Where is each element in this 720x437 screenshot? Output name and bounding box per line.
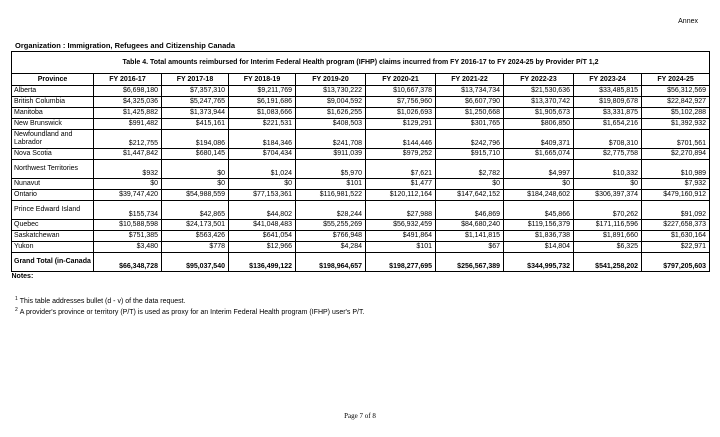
amount-cell: $22,842,927 [642, 97, 710, 108]
amount-cell: $751,385 [94, 231, 162, 242]
amount-cell: $0 [162, 160, 229, 179]
amount-cell: $979,252 [366, 149, 436, 160]
amount-cell: $991,482 [94, 119, 162, 130]
amount-cell: $4,997 [504, 160, 574, 179]
column-header: FY 2018-19 [229, 74, 296, 86]
amount-cell: $6,325 [574, 242, 642, 253]
amount-cell: $39,747,420 [94, 190, 162, 201]
table-row [12, 130, 710, 149]
amount-cell: $95,037,540 [162, 253, 229, 272]
table-row [12, 160, 710, 179]
province-cell: Quebec [12, 220, 94, 231]
table-row [12, 179, 710, 190]
table-row [12, 108, 710, 119]
table-row [12, 86, 710, 97]
province-cell: Manitoba [12, 108, 94, 119]
notes-heading: Notes: [12, 272, 710, 282]
amount-cell: $932 [94, 160, 162, 179]
amount-cell: $10,332 [574, 160, 642, 179]
amount-cell: $704,434 [229, 149, 296, 160]
amount-cell: $24,173,501 [162, 220, 229, 231]
amount-cell: $44,802 [229, 201, 296, 220]
amount-cell: $4,284 [296, 242, 366, 253]
column-header: Province [12, 74, 94, 86]
province-cell: Ontario [12, 190, 94, 201]
amount-cell: $14,804 [504, 242, 574, 253]
amount-cell: $1,905,673 [504, 108, 574, 119]
province-cell: Saskatchewan [12, 231, 94, 242]
amount-cell: $6,191,686 [229, 97, 296, 108]
column-header: FY 2023-24 [574, 74, 642, 86]
amount-cell: $171,116,596 [574, 220, 642, 231]
amount-cell: $28,244 [296, 201, 366, 220]
amount-cell: $344,995,732 [504, 253, 574, 272]
amount-cell: $766,948 [296, 231, 366, 242]
amount-cell: $120,112,164 [366, 190, 436, 201]
amount-cell: $101 [296, 179, 366, 190]
province-cell: Prince Edward Island [12, 201, 94, 220]
amount-cell: $0 [94, 179, 162, 190]
amount-cell: $10,588,598 [94, 220, 162, 231]
amount-cell: $911,039 [296, 149, 366, 160]
table-row [12, 220, 710, 231]
amount-cell: $66,348,728 [94, 253, 162, 272]
amount-cell: $27,988 [366, 201, 436, 220]
amount-cell: $10,989 [642, 160, 710, 179]
amount-cell: $101 [366, 242, 436, 253]
amount-cell: $13,734,734 [436, 86, 504, 97]
amount-cell: $1,026,693 [366, 108, 436, 119]
amount-cell: $144,446 [366, 130, 436, 149]
amount-cell: $301,765 [436, 119, 504, 130]
amount-cell: $129,291 [366, 119, 436, 130]
amount-cell: $56,312,569 [642, 86, 710, 97]
amount-cell: $7,756,960 [366, 97, 436, 108]
table-row [12, 119, 710, 130]
column-header: FY 2020-21 [366, 74, 436, 86]
table-row [12, 190, 710, 201]
province-cell: Alberta [12, 86, 94, 97]
amount-cell: $797,205,603 [642, 253, 710, 272]
amount-cell: $915,710 [436, 149, 504, 160]
organization-title: Organization : Immigration, Refugees and Citizenship Canada [15, 41, 236, 50]
amount-cell: $408,503 [296, 119, 366, 130]
amount-cell: $806,850 [504, 119, 574, 130]
amount-cell: $212,755 [94, 130, 162, 149]
amount-cell: $1,626,255 [296, 108, 366, 119]
amount-cell: $221,531 [229, 119, 296, 130]
amount-cell: $184,248,602 [504, 190, 574, 201]
amount-cell: $5,247,765 [162, 97, 229, 108]
amount-cell: $91,092 [642, 201, 710, 220]
amount-cell: $12,966 [229, 242, 296, 253]
province-cell: Nunavut [12, 179, 94, 190]
amount-cell: $84,680,240 [436, 220, 504, 231]
amount-cell: $1,392,932 [642, 119, 710, 130]
table-row [12, 231, 710, 242]
amount-cell: $242,796 [436, 130, 504, 149]
amount-cell: $3,331,875 [574, 108, 642, 119]
amount-cell: $0 [574, 179, 642, 190]
amount-cell: $67 [436, 242, 504, 253]
province-cell: British Columbia [12, 97, 94, 108]
amount-cell: $2,782 [436, 160, 504, 179]
amount-cell: $194,086 [162, 130, 229, 149]
amount-cell: $256,567,389 [436, 253, 504, 272]
amount-cell: $1,654,216 [574, 119, 642, 130]
amount-cell: $701,561 [642, 130, 710, 149]
amount-cell: $55,255,269 [296, 220, 366, 231]
amount-cell: $6,698,180 [94, 86, 162, 97]
amount-cell: $41,048,483 [229, 220, 296, 231]
amount-cell: $56,932,459 [366, 220, 436, 231]
table-header-row [12, 74, 710, 86]
amount-cell: $184,346 [229, 130, 296, 149]
amount-cell: $708,310 [574, 130, 642, 149]
amount-cell: $1,425,882 [94, 108, 162, 119]
amount-cell: $415,161 [162, 119, 229, 130]
note-text: This table addresses bullet (d - v) of the data request. [19, 298, 186, 305]
amount-cell: $1,250,668 [436, 108, 504, 119]
amount-cell: $778 [162, 242, 229, 253]
page-number: Page 7 of 8 [344, 412, 376, 420]
column-header: FY 2024-25 [642, 74, 710, 86]
amount-cell: $10,667,378 [366, 86, 436, 97]
column-header: FY 2021-22 [436, 74, 504, 86]
amount-cell: $22,971 [642, 242, 710, 253]
amount-cell: $2,775,758 [574, 149, 642, 160]
amount-cell: $1,630,164 [642, 231, 710, 242]
amount-cell: $1,665,074 [504, 149, 574, 160]
amount-cell: $13,730,222 [296, 86, 366, 97]
table-row [12, 242, 710, 253]
amount-cell: $1,141,815 [436, 231, 504, 242]
notes-row [12, 272, 710, 282]
column-header: FY 2017-18 [162, 74, 229, 86]
amount-cell: $241,708 [296, 130, 366, 149]
amount-cell: $147,642,152 [436, 190, 504, 201]
amount-cell: $198,964,657 [296, 253, 366, 272]
amount-cell: $4,325,036 [94, 97, 162, 108]
amount-cell: $19,809,678 [574, 97, 642, 108]
amount-cell: $0 [504, 179, 574, 190]
amount-cell: $7,357,310 [162, 86, 229, 97]
amount-cell: $479,160,912 [642, 190, 710, 201]
ifhp-table [11, 51, 710, 281]
amount-cell: $306,397,374 [574, 190, 642, 201]
amount-cell: $563,426 [162, 231, 229, 242]
province-cell: Grand Total (in-Canada [12, 253, 94, 272]
amount-cell: $198,277,695 [366, 253, 436, 272]
note-1 [15, 296, 186, 305]
amount-cell: $77,153,361 [229, 190, 296, 201]
amount-cell: $9,211,769 [229, 86, 296, 97]
annex-label: Annex [678, 18, 698, 25]
province-cell: Northwest Territories [12, 160, 94, 179]
table-row [12, 149, 710, 160]
amount-cell: $1,373,944 [162, 108, 229, 119]
amount-cell: $6,607,790 [436, 97, 504, 108]
amount-cell: $136,499,122 [229, 253, 296, 272]
column-header: FY 2016-17 [94, 74, 162, 86]
amount-cell: $70,262 [574, 201, 642, 220]
province-cell: Newfoundland and Labrador [12, 130, 94, 149]
amount-cell: $1,891,660 [574, 231, 642, 242]
amount-cell: $21,530,636 [504, 86, 574, 97]
province-cell: Yukon [12, 242, 94, 253]
amount-cell: $541,258,202 [574, 253, 642, 272]
amount-cell: $1,477 [366, 179, 436, 190]
grand-total-row [12, 253, 710, 272]
amount-cell: $227,658,373 [642, 220, 710, 231]
amount-cell: $116,981,522 [296, 190, 366, 201]
amount-cell: $3,480 [94, 242, 162, 253]
note-text: A provider's province or territory (P/T) is used as proxy for an Interim Federal Health program (IFHP) user's P/T. [19, 309, 365, 316]
amount-cell: $46,869 [436, 201, 504, 220]
column-header: FY 2022-23 [504, 74, 574, 86]
amount-cell: $33,485,815 [574, 86, 642, 97]
province-cell: New Brunswick [12, 119, 94, 130]
amount-cell: $7,932 [642, 179, 710, 190]
note-mark: 1 [15, 296, 18, 302]
note-mark: 2 [15, 307, 18, 313]
amount-cell: $7,621 [366, 160, 436, 179]
amount-cell: $1,836,738 [504, 231, 574, 242]
amount-cell: $0 [162, 179, 229, 190]
amount-cell: $45,866 [504, 201, 574, 220]
amount-cell: $409,371 [504, 130, 574, 149]
province-cell: Nova Scotia [12, 149, 94, 160]
note-2 [15, 307, 364, 316]
amount-cell: $1,447,842 [94, 149, 162, 160]
amount-cell: $5,102,288 [642, 108, 710, 119]
table-row [12, 97, 710, 108]
amount-cell: $1,024 [229, 160, 296, 179]
amount-cell: $1,083,666 [229, 108, 296, 119]
amount-cell: $2,270,894 [642, 149, 710, 160]
amount-cell: $680,145 [162, 149, 229, 160]
amount-cell: $5,970 [296, 160, 366, 179]
amount-cell: $54,988,559 [162, 190, 229, 201]
amount-cell: $155,734 [94, 201, 162, 220]
amount-cell: $641,054 [229, 231, 296, 242]
table-row [12, 201, 710, 220]
amount-cell: $13,370,742 [504, 97, 574, 108]
amount-cell: $42,865 [162, 201, 229, 220]
amount-cell: $119,156,379 [504, 220, 574, 231]
column-header: FY 2019-20 [296, 74, 366, 86]
amount-cell: $491,864 [366, 231, 436, 242]
table-caption: Table 4. Total amounts reimbursed for Interim Federal Health program (IFHP) claims incurred from FY 2016-17 to FY 2024-25 by Provider P/T 1,2 [12, 52, 710, 74]
amount-cell: $0 [229, 179, 296, 190]
amount-cell: $0 [436, 179, 504, 190]
amount-cell: $9,004,592 [296, 97, 366, 108]
